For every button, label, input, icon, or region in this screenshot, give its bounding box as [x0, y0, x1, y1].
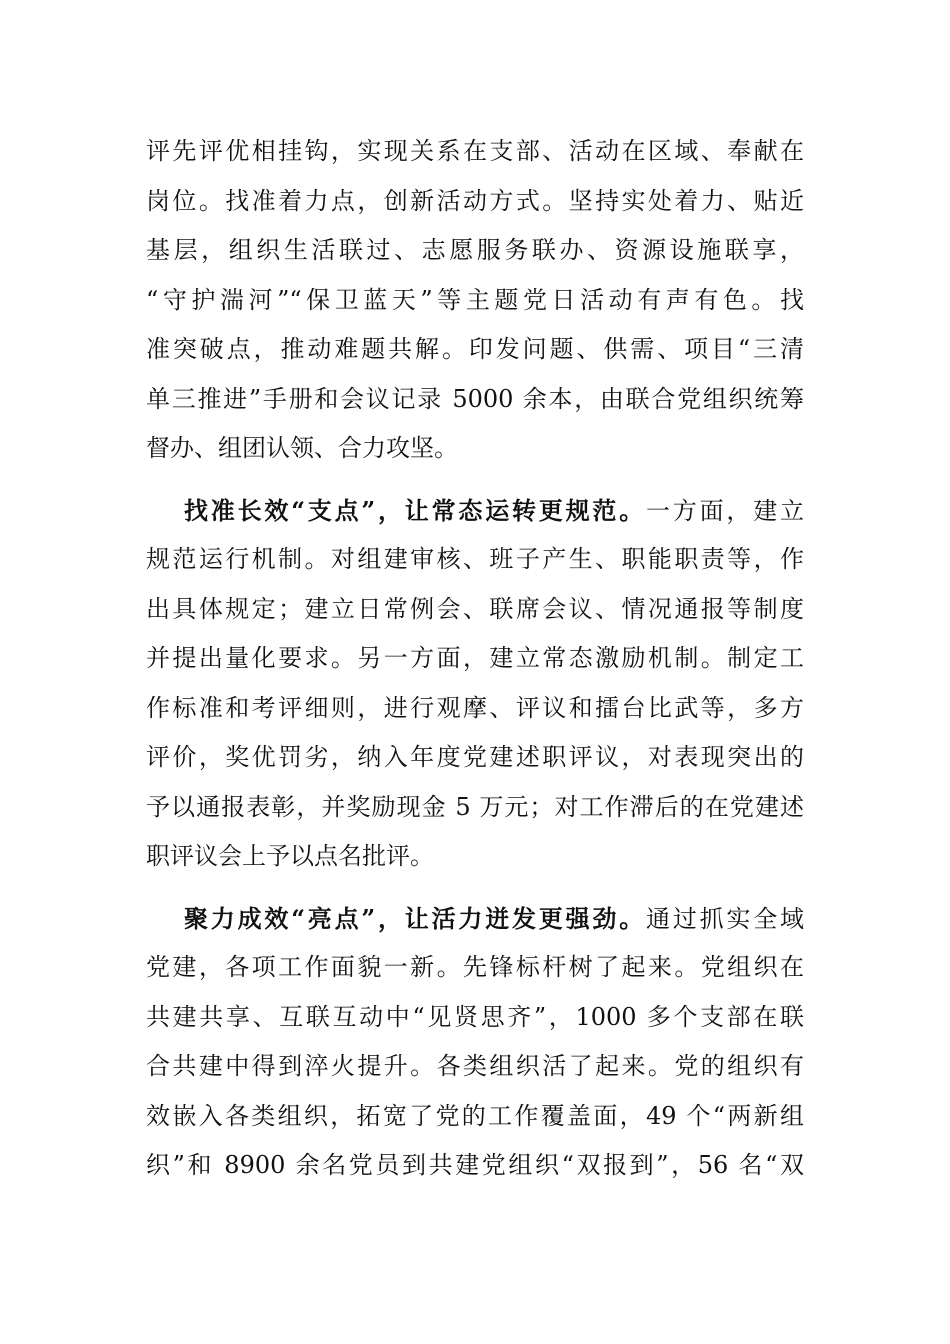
- text-line: 评价，奖优罚劣，纳入年度党建述职评议，对表现突出的: [146, 743, 804, 771]
- text-line: 并提出量化要求。另一方面，建立常态激励机制。制定工: [146, 644, 804, 672]
- text-line: 合共建中得到淬火提升。各类组织活了起来。党的组织有: [146, 1052, 804, 1080]
- paragraph-first-line: [146, 894, 804, 944]
- text-line: 准突破点，推动难题共解。印发问题、供需、项目“三清: [146, 335, 804, 363]
- text-line: 织”和 8900 余名党员到共建党组织“双报到”，56 名“双: [146, 1151, 804, 1179]
- text-line: 规范运行机制。对组建审核、班子产生、职能职责等，作: [146, 545, 804, 573]
- text-line: 共建共享、互联互动中“见贤思齐”，1000 多个支部在联: [146, 1002, 804, 1031]
- text-line: 党建，各项工作面貌一新。先锋标杆树了起来。党组织在: [146, 953, 804, 981]
- paragraph-gap: [146, 474, 804, 486]
- paragraph-gap: [146, 882, 804, 894]
- text-line: 出具体规定；建立日常例会、联席会议、情况通报等制度: [146, 594, 804, 623]
- paragraph-2: [146, 486, 804, 882]
- paragraph-1: [146, 127, 804, 474]
- text-line: 单三推进”手册和会议记录 5000 余本，由联合党组织统筹: [146, 384, 804, 413]
- paragraph-heading: 找准长效“支点”，让常态运转更规范。: [184, 495, 647, 525]
- text-line: 效嵌入各类组织，拓宽了党的工作覆盖面，49 个“两新组: [146, 1101, 804, 1130]
- text-line: 督办、组团认领、合力攻坚。: [146, 434, 458, 462]
- text-line: “守护湍河”“保卫蓝天”等主题党日活动有声有色。找: [146, 285, 804, 314]
- text-line: 作标准和考评细则，进行观摩、评议和擂台比武等，多方: [146, 693, 804, 722]
- text-line: 岗位。找准着力点，创新活动方式。坚持实处着力、贴近: [146, 186, 804, 215]
- document-body: [146, 127, 804, 1191]
- paragraph-3: [146, 894, 804, 1191]
- paragraph-heading: 聚力成效“亮点”，让活力迸发更强劲。: [184, 903, 647, 933]
- text-line: 予以通报表彰，并奖励现金 5 万元；对工作滞后的在党建述: [146, 792, 804, 821]
- text-line: 职评议会上予以点名批评。: [146, 842, 434, 870]
- text-line: 评先评优相挂钩，实现关系在支部、活动在区域、奉献在: [146, 137, 804, 165]
- paragraph-first-line-text: 通过抓实全域: [646, 904, 805, 933]
- paragraph-first-line: [146, 486, 804, 536]
- text-line: 基层，组织生活联过、志愿服务联办、资源设施联享，: [146, 236, 804, 264]
- paragraph-first-line-text: 一方面，建立: [646, 496, 805, 525]
